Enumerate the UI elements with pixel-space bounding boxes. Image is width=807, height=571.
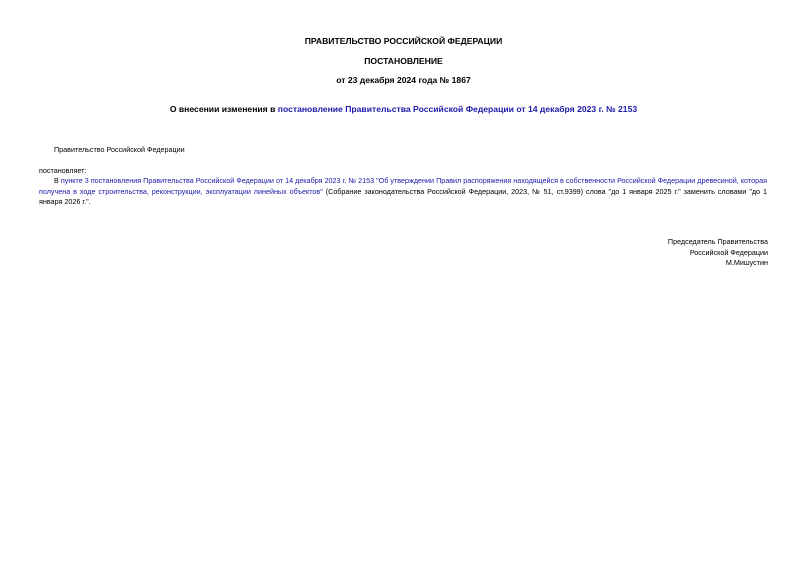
signatory-title-line1: Председатель Правительства <box>667 237 768 246</box>
decides-text: постановляет: <box>39 166 87 175</box>
document-type: ПОСТАНОВЛЕНИЕ <box>364 56 443 66</box>
signatory-title-line2: Российской Федерации <box>689 247 768 257</box>
document-subject <box>0 104 807 115</box>
amended-decree-link[interactable]: постановление Правительства Российской Федерации от 14 декабря 2023 г. № 2153 <box>277 104 638 114</box>
issuing-organization: ПРАВИТЕЛЬСТВО РОССИЙСКОЙ ФЕДЕРАЦИИ <box>304 36 503 46</box>
document-date-number: от 23 декабря 2024 года № 1867 <box>336 75 471 85</box>
subject-prefix: О внесении изменения в <box>169 104 278 114</box>
decree-clause-link[interactable]: пункте 3 постановления Правительства Российской Федерации от 14 декабря 2023 г. № 2153 "Об утверждении Правил распоряжения находящейся в собственности Российской Федерации древесиной, которая получена в ходе строительства, реконструкции, эксплуатации линейных объектов" <box>39 176 767 196</box>
body-paragraph <box>39 176 767 208</box>
signatory-name: М.Мишустин <box>725 258 768 268</box>
preamble-text: Правительство Российской Федерации <box>54 145 185 154</box>
signature-block <box>668 237 768 269</box>
paragraph-prefix: В <box>54 176 61 185</box>
paragraph-rest: (Собрание законодательства Российской Федерации, 2023, № 51, ст.9399) слова "до 1 января 2025 г." заменить словами "до 1 января 2026 г.". <box>39 186 767 206</box>
